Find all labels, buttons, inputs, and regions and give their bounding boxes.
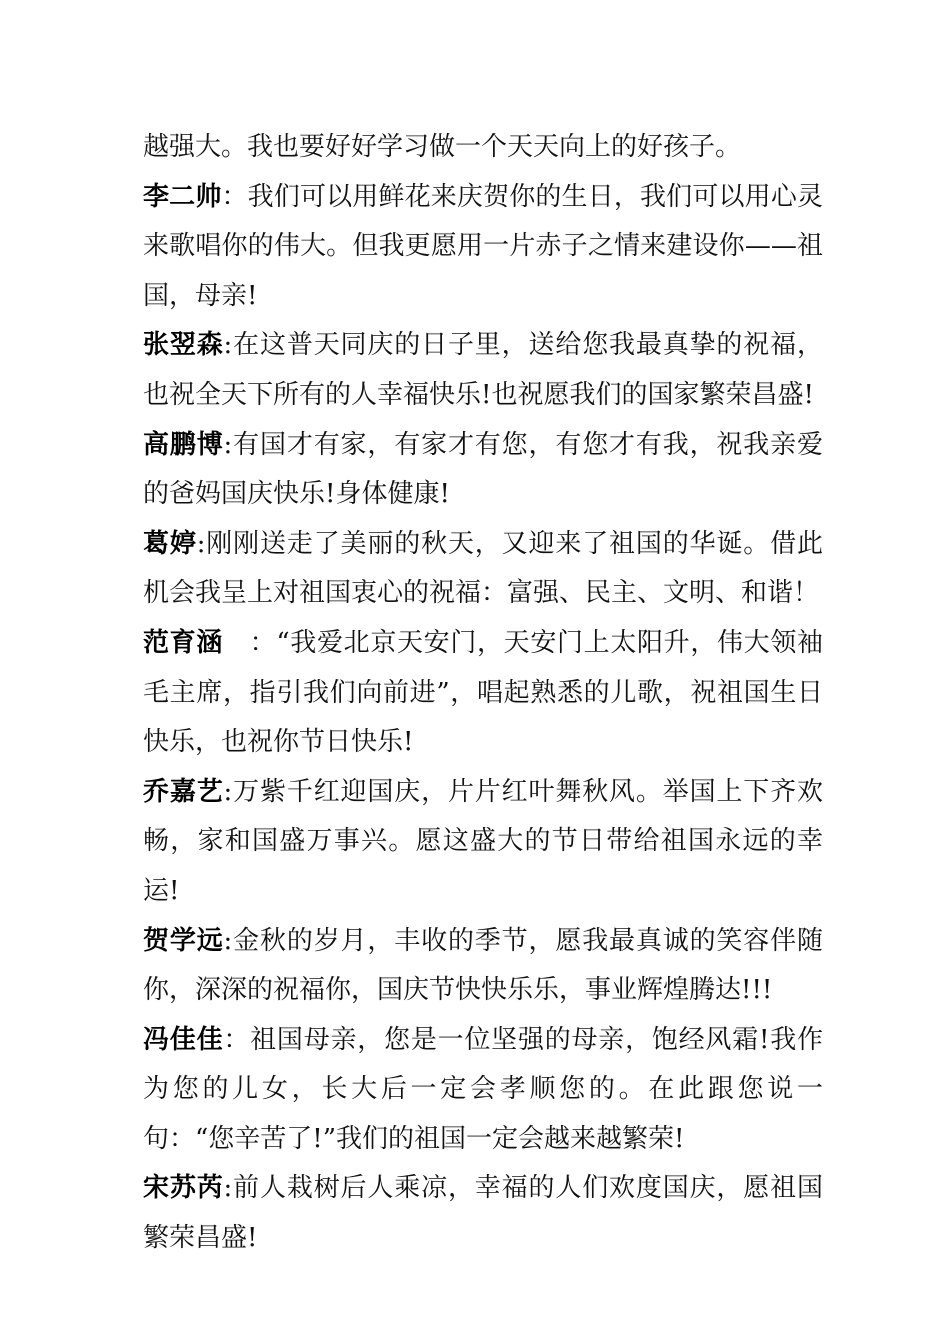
wish-paragraph [143, 173, 823, 322]
wish-text: ：“我爱北京天安门，天安门上太阳升，伟大领袖毛主席，指引我们向前进”，唱起熟悉的儿歌，祝祖国生日快乐，也祝你节日快乐! [143, 627, 823, 758]
wish-text: :有国才有家，有家才有您，有您才有我，祝我亲爱的爸妈国庆快乐!身体健康! [143, 429, 823, 510]
wish-text: :金秋的岁月，丰收的季节，愿我最真诚的笑容伴随你，深深的祝福你，国庆节快快乐乐，事业辉煌腾达!!! [143, 925, 823, 1006]
wish-paragraph [143, 321, 823, 420]
wish-text: ：祖国母亲，您是一位坚强的母亲，饱经风霜!我作为您的儿女，长大后一定会孝顺您的。在此跟您说一句：“您辛苦了!”我们的祖国一定会越来越繁荣! [143, 1024, 823, 1154]
document-body [143, 123, 823, 1264]
paragraph-text: 越强大。我也要好好学习做一个天天向上的好孩子。 [143, 132, 742, 162]
wish-paragraph [143, 1164, 823, 1263]
wish-paragraph [143, 1016, 823, 1165]
wish-text: ：我们可以用鲜花来庆贺你的生日，我们可以用心灵来歌唱你的伟大。但我更愿用一片赤子之情来建设你——祖国，母亲! [143, 181, 823, 311]
wish-text: :刚刚送走了美丽的秋天，又迎来了祖国的华诞。借此机会我呈上对祖国衷心的祝福：富强、民主、文明、和谐！ [143, 528, 823, 609]
speaker-name: 宋苏芮 [143, 1173, 224, 1204]
wish-paragraph [143, 917, 823, 1016]
speaker-name: 高鹏博 [143, 429, 224, 460]
speaker-name: 李二帅 [143, 181, 222, 212]
wish-paragraph [143, 520, 823, 619]
wish-paragraph [143, 619, 823, 768]
paragraph-continuation [143, 123, 823, 173]
speaker-name: 范育涵 [143, 627, 224, 658]
wish-text: :万紫千红迎国庆，片片红叶舞秋风。举国上下齐欢畅，家和国盛万事兴。愿这盛大的节日带给祖国永远的幸运! [143, 776, 823, 906]
speaker-name: 葛婷 [143, 528, 197, 559]
speaker-name: 乔嘉艺 [143, 776, 224, 807]
wish-text: :前人栽树后人乘凉，幸福的人们欢度国庆，愿祖国繁荣昌盛! [143, 1173, 823, 1254]
speaker-name: 张翌森 [143, 330, 224, 361]
wish-text: :在这普天同庆的日子里，送给您我最真挚的祝福，也祝全天下所有的人幸福快乐!也祝愿我们的国家繁荣昌盛! [143, 330, 823, 410]
wish-paragraph [143, 768, 823, 917]
speaker-name: 贺学远 [143, 925, 224, 956]
speaker-name: 冯佳佳 [143, 1024, 224, 1055]
wish-paragraph [143, 421, 823, 520]
